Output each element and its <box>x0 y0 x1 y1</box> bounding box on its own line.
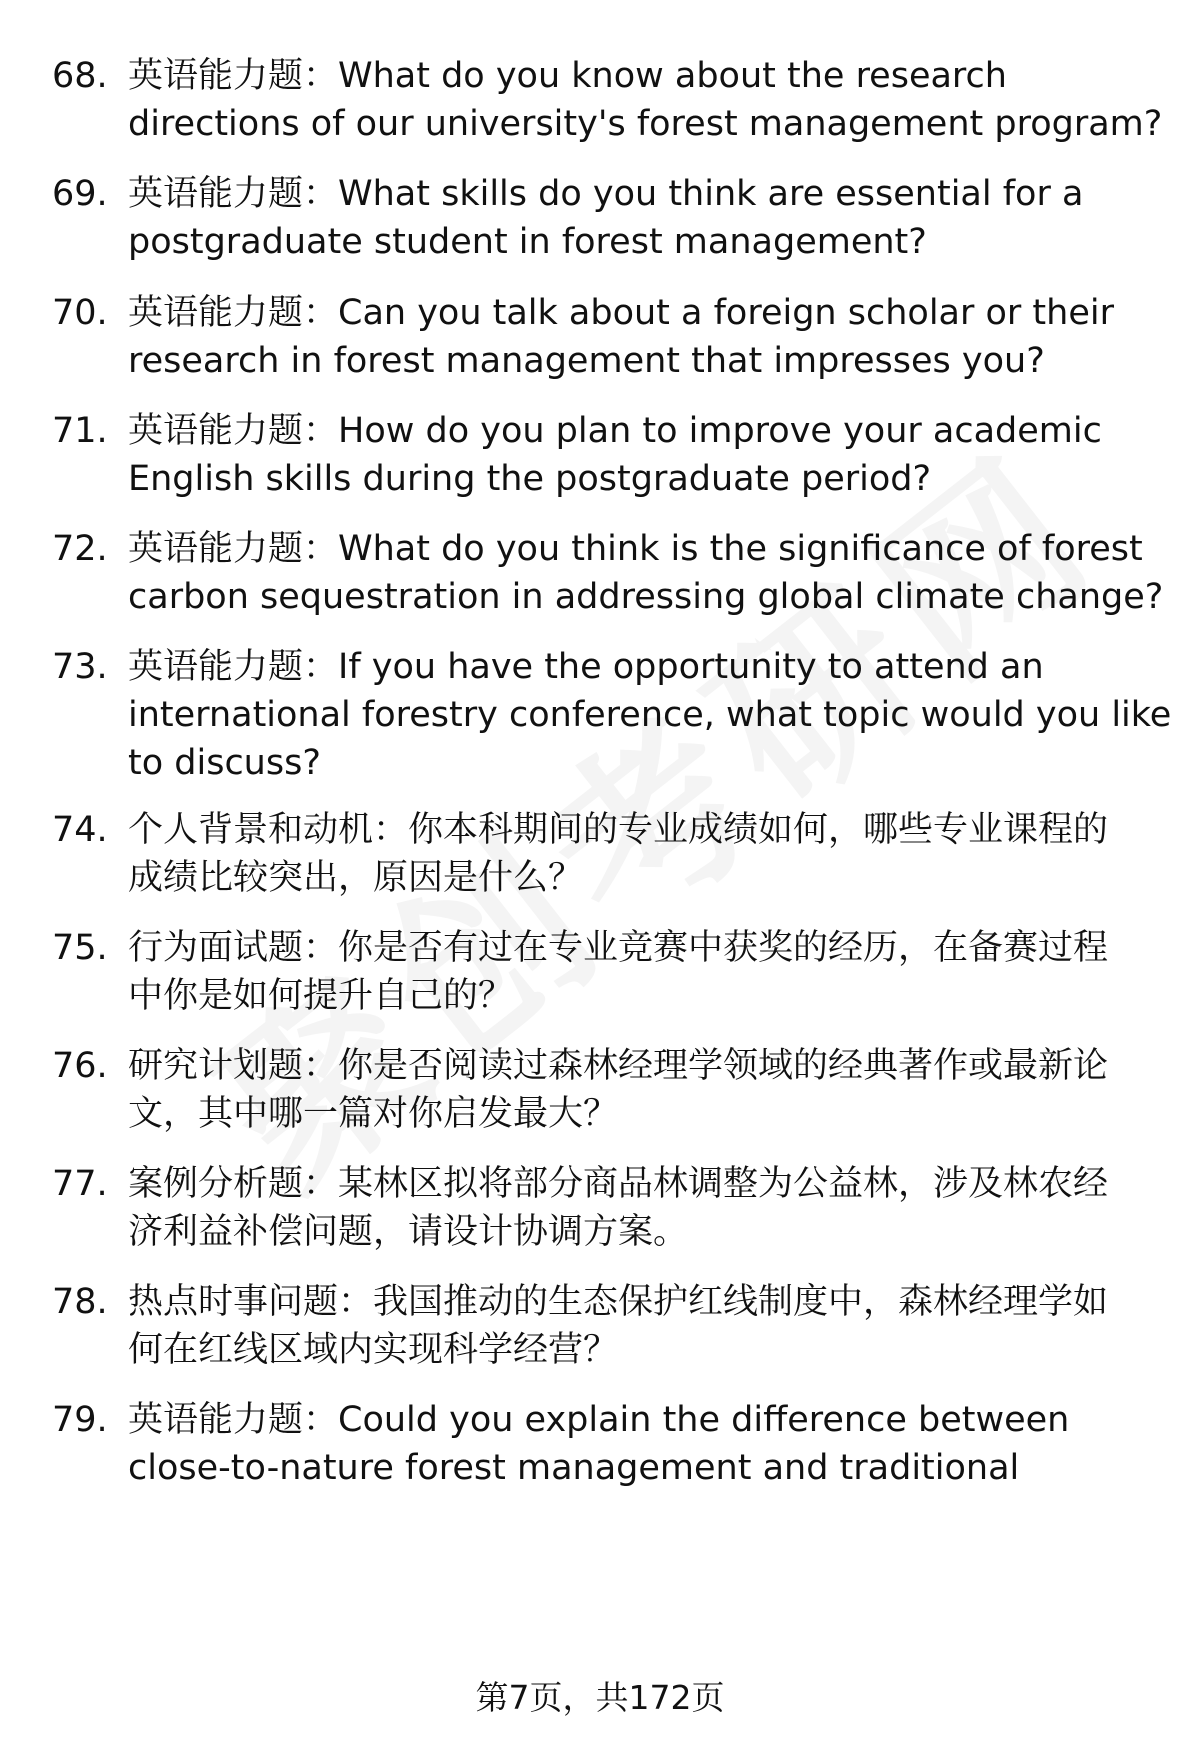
question-text <box>128 52 1163 148</box>
question-text <box>128 806 1148 902</box>
question-line: directions of our university's forest management program? <box>128 104 1163 144</box>
question-line: 案例分析题：某林区拟将部分商品林调整为公益林，涉及林农经 <box>128 1164 1109 1204</box>
question-number: 70. <box>52 293 108 333</box>
question-number: 76. <box>52 1046 108 1086</box>
question-text <box>128 170 1148 266</box>
question-text <box>128 1278 1148 1374</box>
question-line: 英语能力题：What skills do you think are essential for a <box>128 174 1084 214</box>
question-line: 济利益补偿问题，请设计协调方案。 <box>128 1212 689 1252</box>
question-line: 个人背景和动机：你本科期间的专业成绩如何，哪些专业课程的 <box>128 810 1109 850</box>
question-number: 72. <box>52 529 108 569</box>
question-line: 热点时事问题：我国推动的生态保护红线制度中，森林经理学如 <box>128 1282 1109 1322</box>
question-line: carbon sequestration in addressing global climate change? <box>128 577 1164 617</box>
question-number: 71. <box>52 411 108 451</box>
question-line: 文，其中哪一篇对你启发最大？ <box>128 1094 619 1134</box>
question-number: 75. <box>52 928 108 968</box>
question-number: 77. <box>52 1164 108 1204</box>
question-line: 英语能力题：Can you talk about a foreign scholar or their <box>128 293 1114 333</box>
question-line: 英语能力题：Could you explain the difference between <box>128 1400 1070 1440</box>
question-line: to discuss? <box>128 743 321 783</box>
question-line: 英语能力题：What do you know about the research <box>128 56 1007 96</box>
question-number: 74. <box>52 810 108 850</box>
question-line: 英语能力题：How do you plan to improve your academic <box>128 411 1102 451</box>
question-text <box>128 1396 1148 1492</box>
question-line: 成绩比较突出，原因是什么？ <box>128 858 584 898</box>
question-line: 行为面试题：你是否有过在专业竞赛中获奖的经历，在备赛过程 <box>128 928 1109 968</box>
question-number: 69. <box>52 174 108 214</box>
question-line: research in forest management that impresses you? <box>128 341 1045 381</box>
question-text <box>128 643 1172 787</box>
question-line: postgraduate student in forest management? <box>128 222 927 262</box>
question-text <box>128 1042 1148 1138</box>
question-text <box>128 407 1148 503</box>
question-line: 英语能力题：What do you think is the significance of forest <box>128 529 1143 569</box>
question-line: close-to-nature forest management and traditional <box>128 1448 1020 1488</box>
page-footer <box>0 1676 1200 1720</box>
question-line: 研究计划题：你是否阅读过森林经理学领域的经典著作或最新论 <box>128 1046 1109 1086</box>
question-text <box>128 289 1148 385</box>
question-line: 何在红线区域内实现科学经营？ <box>128 1330 619 1370</box>
question-line: international forestry conference, what topic would you like <box>128 695 1172 735</box>
question-number: 79. <box>52 1400 108 1440</box>
question-number: 68. <box>52 56 108 96</box>
question-text <box>128 525 1164 621</box>
page-number-label: 第7页，共172页 <box>475 1678 725 1717</box>
question-text <box>128 924 1148 1020</box>
question-line: 中你是如何提升自己的？ <box>128 976 514 1016</box>
question-line: English skills during the postgraduate period? <box>128 459 932 499</box>
question-number: 73. <box>52 647 108 687</box>
question-text <box>128 1160 1148 1256</box>
question-number: 78. <box>52 1282 108 1322</box>
question-line: 英语能力题：If you have the opportunity to attend an <box>128 647 1044 687</box>
